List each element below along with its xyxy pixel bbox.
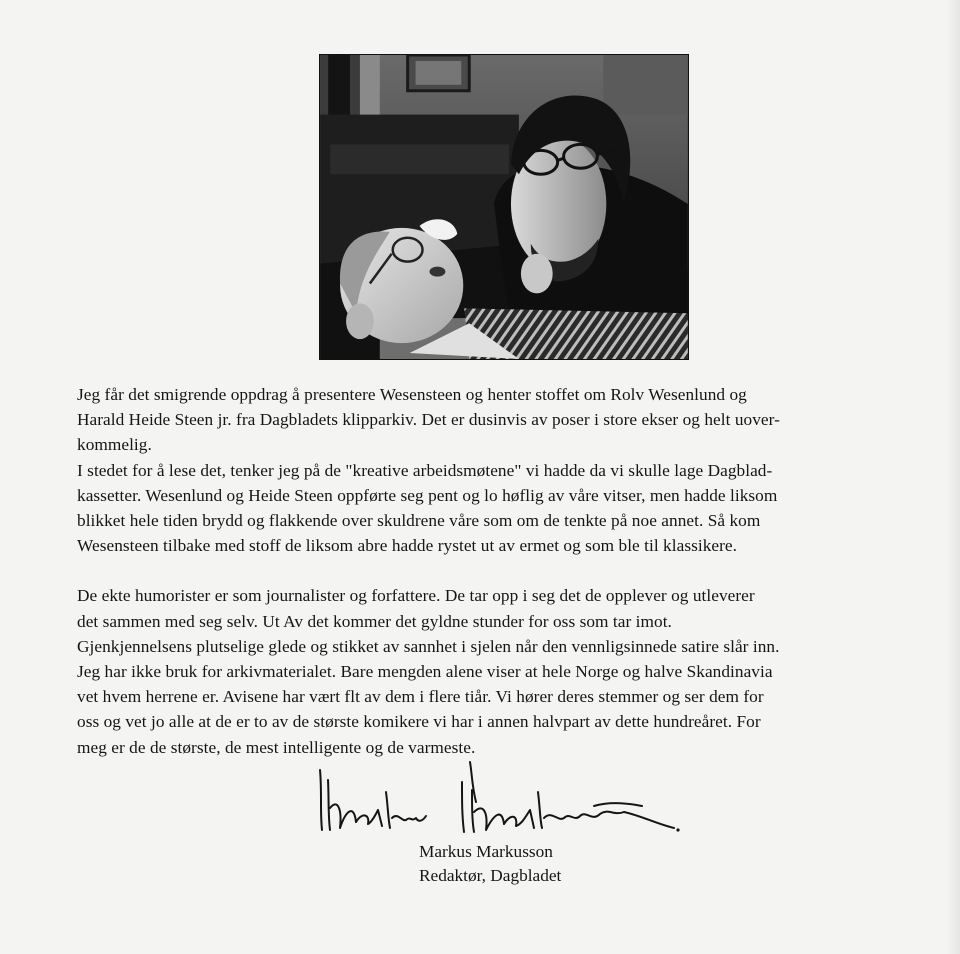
- photograph-image: [320, 55, 688, 359]
- text-line: kassetter. Wesenlund og Heide Steen oppførte seg pent og lo høflig av våre vitser, men hadde liksom: [77, 485, 778, 505]
- signer-name: Markus Markusson: [419, 842, 553, 861]
- article-text: [77, 382, 927, 760]
- text-line: Jeg har ikke bruk for arkivmaterialet. Bare mengden alene viser at hele Norge og halve Skandinavia: [77, 662, 773, 682]
- signer-block: [419, 840, 561, 888]
- text-line: Gjenkjennelsens plutselige glede og stikket av sannhet i sjelen når den vennligsinnede satire slår inn.: [77, 636, 780, 656]
- text-line: Wesensteen tilbake med stoff de liksom abre hadde rystet ut av ermet og som ble til klassikere.: [77, 536, 738, 556]
- text-line: Jeg får det smigrende oppdrag å presentere Wesensteen og henter stoffet om Rolv Wesenlund og: [77, 385, 747, 404]
- signer-title: Redaktør, Dagbladet: [419, 866, 562, 885]
- text-line: vet hvem herrene er. Avisene har vært flt av dem i flere tiår. Vi hører deres stemmer og ser dem for: [77, 687, 764, 707]
- signature-graphic: [312, 752, 692, 842]
- photograph: [319, 54, 689, 360]
- text-line: oss og vet jo alle at de er to av de største komikere vi har i annen halvpart av dette hundreåret. For: [77, 712, 761, 732]
- paragraph-2: [77, 583, 927, 759]
- text-line: meg er de de største, de mest intelligente og de varmeste.: [77, 737, 476, 757]
- page-edge-shadow: [946, 0, 960, 954]
- text-line: blikket hele tiden brydd og flakkende over skuldrene våre som om de tenkte på noe annet. Så kom: [77, 511, 761, 531]
- handwritten-signature: [312, 752, 692, 842]
- text-line: De ekte humorister er som journalister og forfattere. De tar opp i seg det de opplever og utleverer: [77, 586, 755, 606]
- text-line: I stedet for å lese det, tenker jeg på de "kreative arbeidsmøtene" vi hadde da vi skulle lage Dagblad-: [77, 460, 773, 480]
- text-line: det sammen med seg selv. Ut Av det kommer det gyldne stunder for oss som tar imot.: [77, 611, 672, 631]
- text-line: kommelig.: [77, 435, 152, 455]
- paragraph-1: [77, 382, 927, 558]
- text-line: Harald Heide Steen jr. fra Dagbladets klipparkiv. Det er dusinvis av poser i store ekser og helt uover-: [77, 410, 780, 430]
